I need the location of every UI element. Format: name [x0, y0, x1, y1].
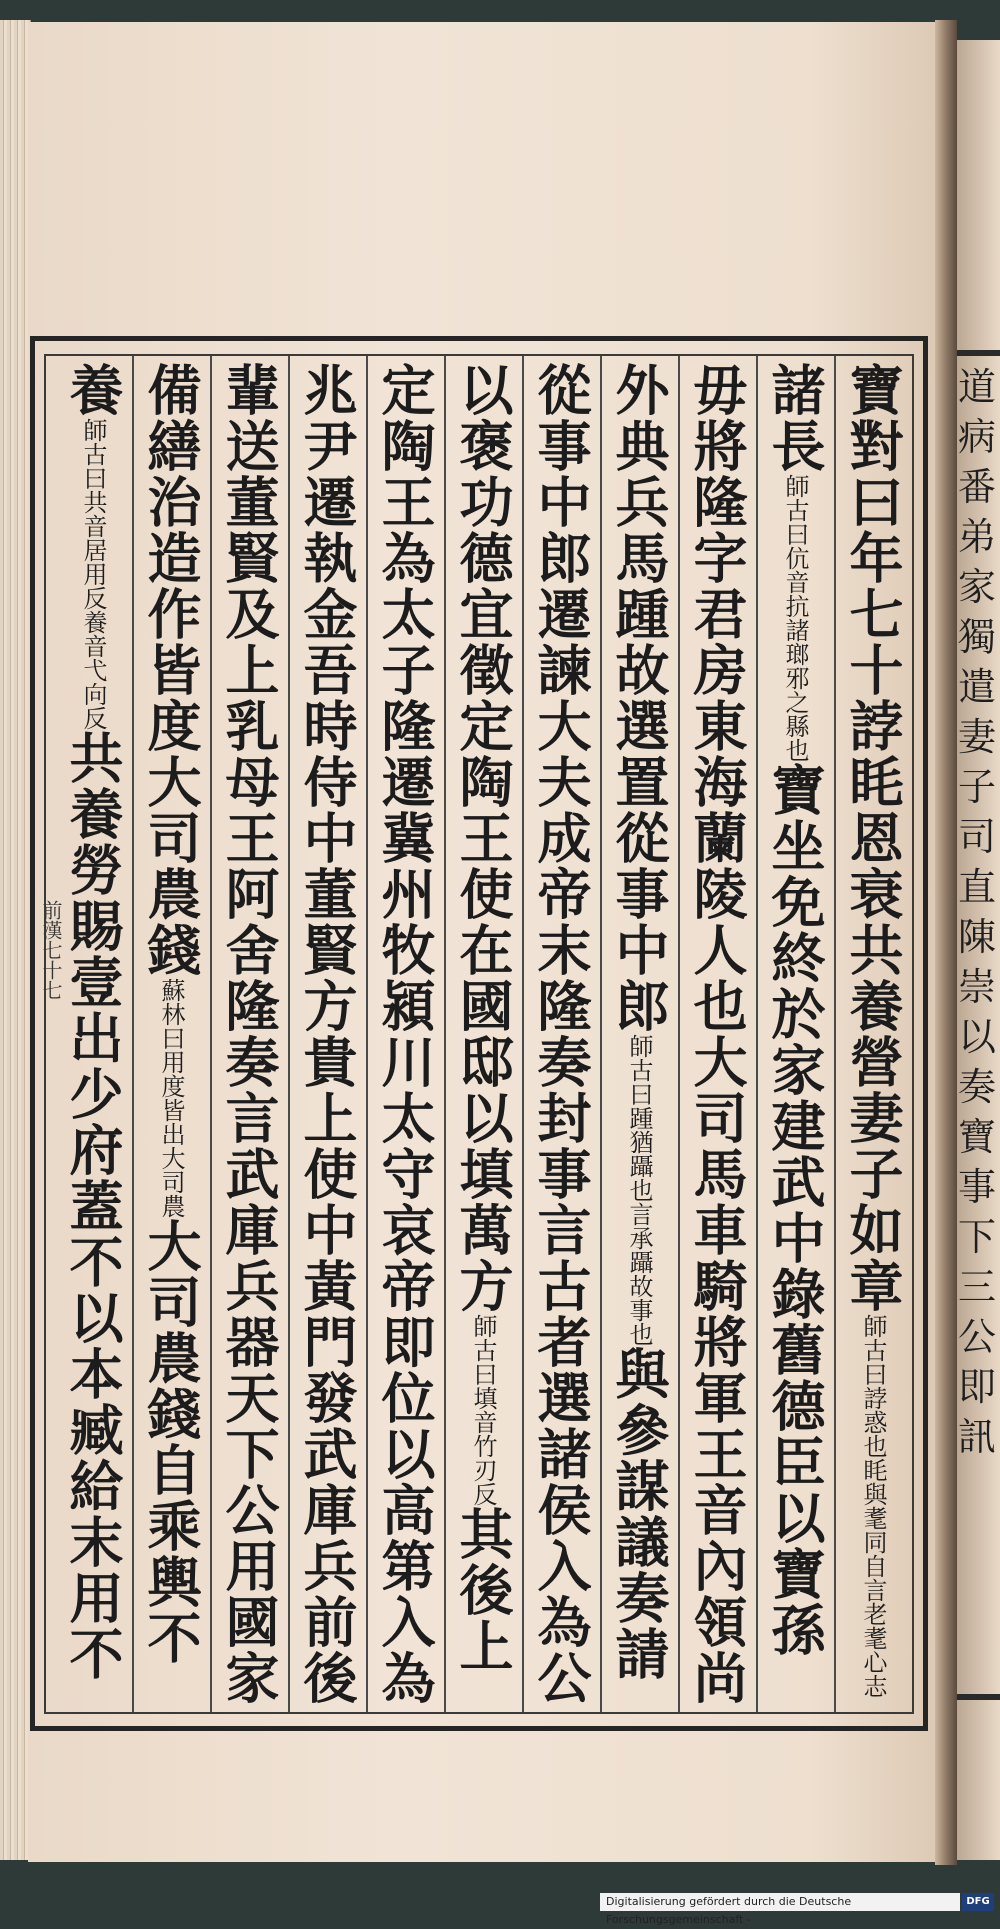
column-rule	[834, 356, 836, 1712]
column-main-text-continued: 寶坐免終於家建武中錄舊德臣以寶孫	[763, 762, 827, 1658]
text-column	[838, 362, 908, 1707]
dfg-logo: DFG	[962, 1893, 994, 1911]
column-main-text: 輩送董賢及上乳母王阿舍隆奏言武庫兵器天下公用國家	[217, 362, 281, 1706]
column-annotation: 蘇林曰用度皆出大司農	[157, 978, 185, 1218]
column-annotation: 師古曰誖惑也眊與耄同自言老耄心志	[859, 1314, 887, 1698]
text-column	[136, 362, 206, 1707]
column-main-text: 養	[61, 362, 125, 418]
column-main-text: 定陶王為太子隆遷冀州牧潁川太守哀帝即位以高第入為	[373, 362, 437, 1706]
column-main-text: 毋將隆字君房東海蘭陵人也大司馬車騎將軍王音內領尚	[685, 362, 749, 1706]
page-edges	[0, 20, 31, 1860]
column-main-text: 外典兵馬踵故選置從事中郎	[607, 362, 671, 1034]
column-main-text: 從事中郎遷諫大夫成帝末隆奏封事言古者選諸侯入為公	[529, 362, 593, 1706]
column-rule	[600, 356, 602, 1712]
column-rule	[288, 356, 290, 1712]
column-annotation: 師古曰伉音抗諸瑯邪之縣也	[781, 474, 809, 762]
text-column	[604, 362, 674, 1707]
text-column	[682, 362, 752, 1707]
column-rule	[132, 356, 134, 1712]
column-rule	[756, 356, 758, 1712]
text-column	[760, 362, 830, 1707]
column-annotation: 師古曰共音居用反養音弋向反	[79, 418, 107, 730]
book-gutter	[935, 20, 957, 1865]
text-column	[58, 362, 128, 1707]
column-annotation: 師古曰踵猶躡也言承躡故事也	[625, 1034, 653, 1346]
text-column	[370, 362, 440, 1707]
text-column	[292, 362, 362, 1707]
text-column	[448, 362, 518, 1707]
text-column	[526, 362, 596, 1707]
column-rule	[678, 356, 680, 1712]
column-main-text: 備繕治造作皆度大司農錢	[139, 362, 203, 978]
column-rule	[444, 356, 446, 1712]
column-rule	[210, 356, 212, 1712]
column-annotation: 師古曰填音竹刃反	[469, 1314, 497, 1506]
column-main-text: 兆尹遷執金吾時侍中董賢方貴上使中黃門發武庫兵前後	[295, 362, 359, 1706]
column-rule	[366, 356, 368, 1712]
text-column	[214, 362, 284, 1707]
right-page-column: 道病番弟家獨遣妻子司直陳崇以奏寶事下三公即訊	[958, 365, 997, 1459]
fish-tail-label: 前漢七十七	[39, 900, 63, 1000]
column-main-text-continued: 與參謀議奏請	[607, 1346, 671, 1682]
column-main-text: 以褒功德宜徵定陶王使在國邸以填萬方	[451, 362, 515, 1314]
column-main-text-continued: 大司農錢自乘輿不	[139, 1218, 203, 1666]
column-main-text-continued: 共養勞賜壹出少府蓋不以本臧給末用不	[61, 730, 125, 1682]
footer-credit: Digitalisierung gefördert durch die Deutsche Forschungsgemeinschaft -	[600, 1893, 960, 1911]
column-rule	[522, 356, 524, 1712]
column-main-text: 諸長	[763, 362, 827, 474]
column-main-text: 寶對曰年七十誖眊恩衰共養營妻子如章	[841, 362, 905, 1314]
column-main-text-continued: 其後上	[451, 1506, 515, 1674]
